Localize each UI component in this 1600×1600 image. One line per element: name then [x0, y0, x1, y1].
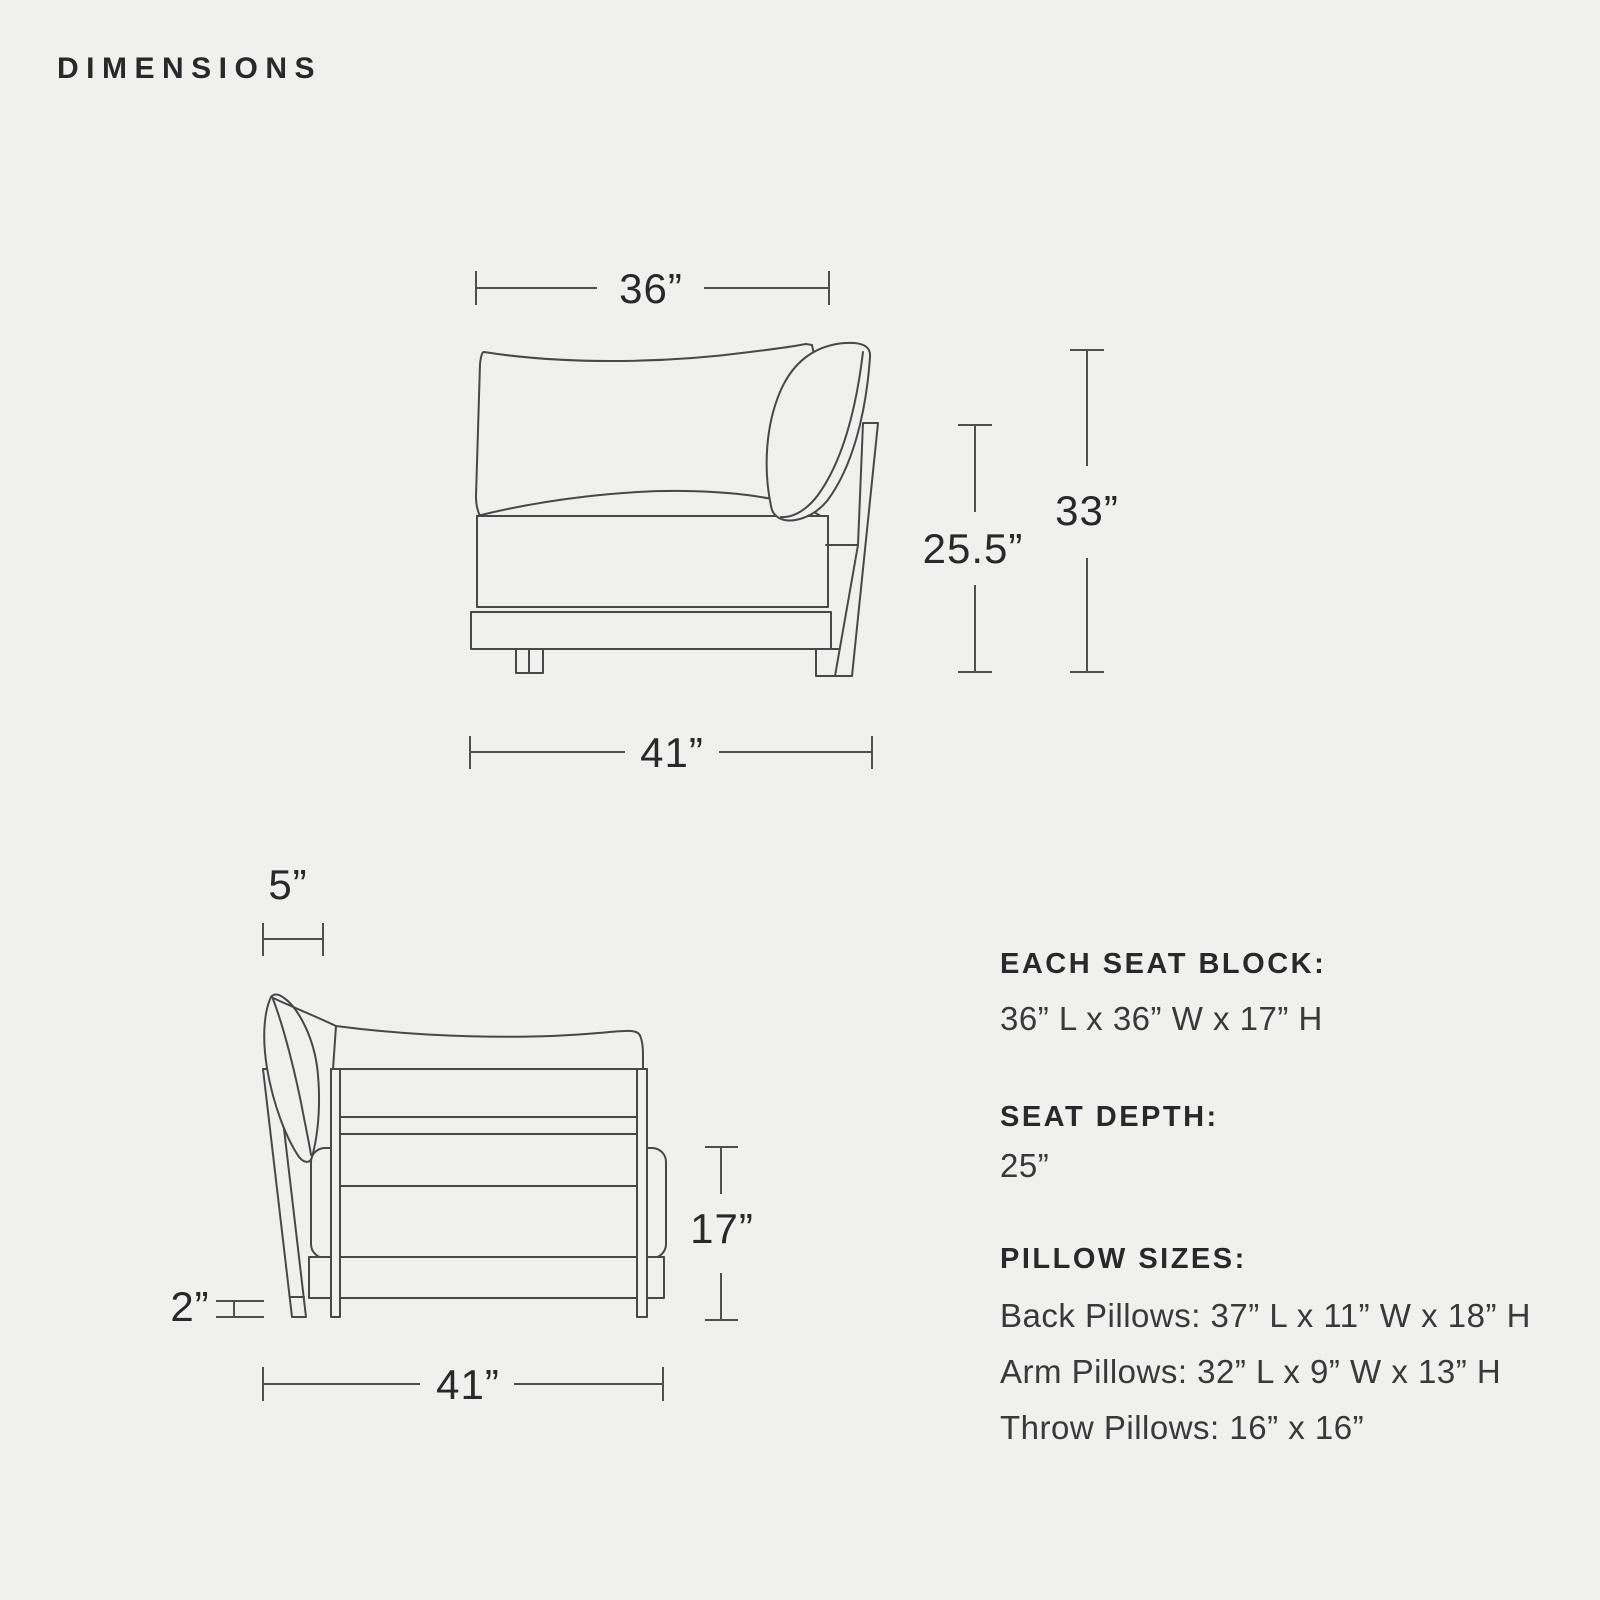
dim-rear-back-panel-width — [263, 861, 323, 956]
front-view — [470, 265, 1119, 776]
rear-back-cushion-top-curve — [271, 997, 643, 1069]
spec-value-throw-pillows: Throw Pillows: 16” x 16” — [1000, 1409, 1365, 1446]
rear-middle-rail — [340, 1134, 637, 1186]
dim-label-top-width: 36” — [619, 265, 683, 312]
dim-label-base-height: 2” — [170, 1283, 210, 1330]
dim-front-seat-back-height — [923, 425, 1024, 672]
dim-label-bottom-width: 41” — [436, 1361, 500, 1408]
front-seat-box — [477, 516, 828, 607]
dim-label-seat-back-height: 25.5” — [922, 525, 1024, 572]
dim-rear-seat-height — [690, 1147, 754, 1320]
spec-value-seat-block: 36” L x 36” W x 17” H — [1000, 1000, 1323, 1037]
page-title: DIMENSIONS — [57, 52, 323, 85]
rear-back-cushion-left-edge — [333, 1026, 336, 1069]
front-base-rail — [471, 612, 831, 649]
spec-heading-pillow-sizes: PILLOW SIZES: — [1000, 1243, 1247, 1275]
spec-heading-seat-block: EACH SEAT BLOCK: — [1000, 948, 1327, 980]
spec-heading-seat-depth: SEAT DEPTH: — [1000, 1101, 1219, 1133]
dim-rear-base-height — [170, 1283, 264, 1330]
spec-value-arm-pillows: Arm Pillows: 32” L x 9” W x 13” H — [1000, 1353, 1502, 1390]
dim-label-overall-height: 33” — [1055, 487, 1119, 534]
spec-value-seat-depth: 25” — [1000, 1147, 1050, 1184]
rear-bottom-rail — [309, 1257, 664, 1298]
dim-rear-bottom-width — [263, 1361, 663, 1408]
dim-label-seat-height: 17” — [690, 1205, 754, 1252]
rear-top-rail — [331, 1069, 647, 1117]
dim-front-top-width — [476, 265, 829, 312]
dim-label-bottom-depth: 41” — [640, 729, 704, 776]
spec-value-back-pillows: Back Pillows: 37” L x 11” W x 18” H — [1000, 1297, 1531, 1334]
rear-view — [170, 861, 754, 1408]
rear-left-post — [331, 1069, 340, 1317]
dim-label-back-panel-width: 5” — [268, 861, 308, 908]
rear-right-post — [637, 1069, 647, 1317]
dim-front-bottom-depth — [470, 729, 872, 776]
dim-front-overall-height — [1055, 350, 1119, 672]
